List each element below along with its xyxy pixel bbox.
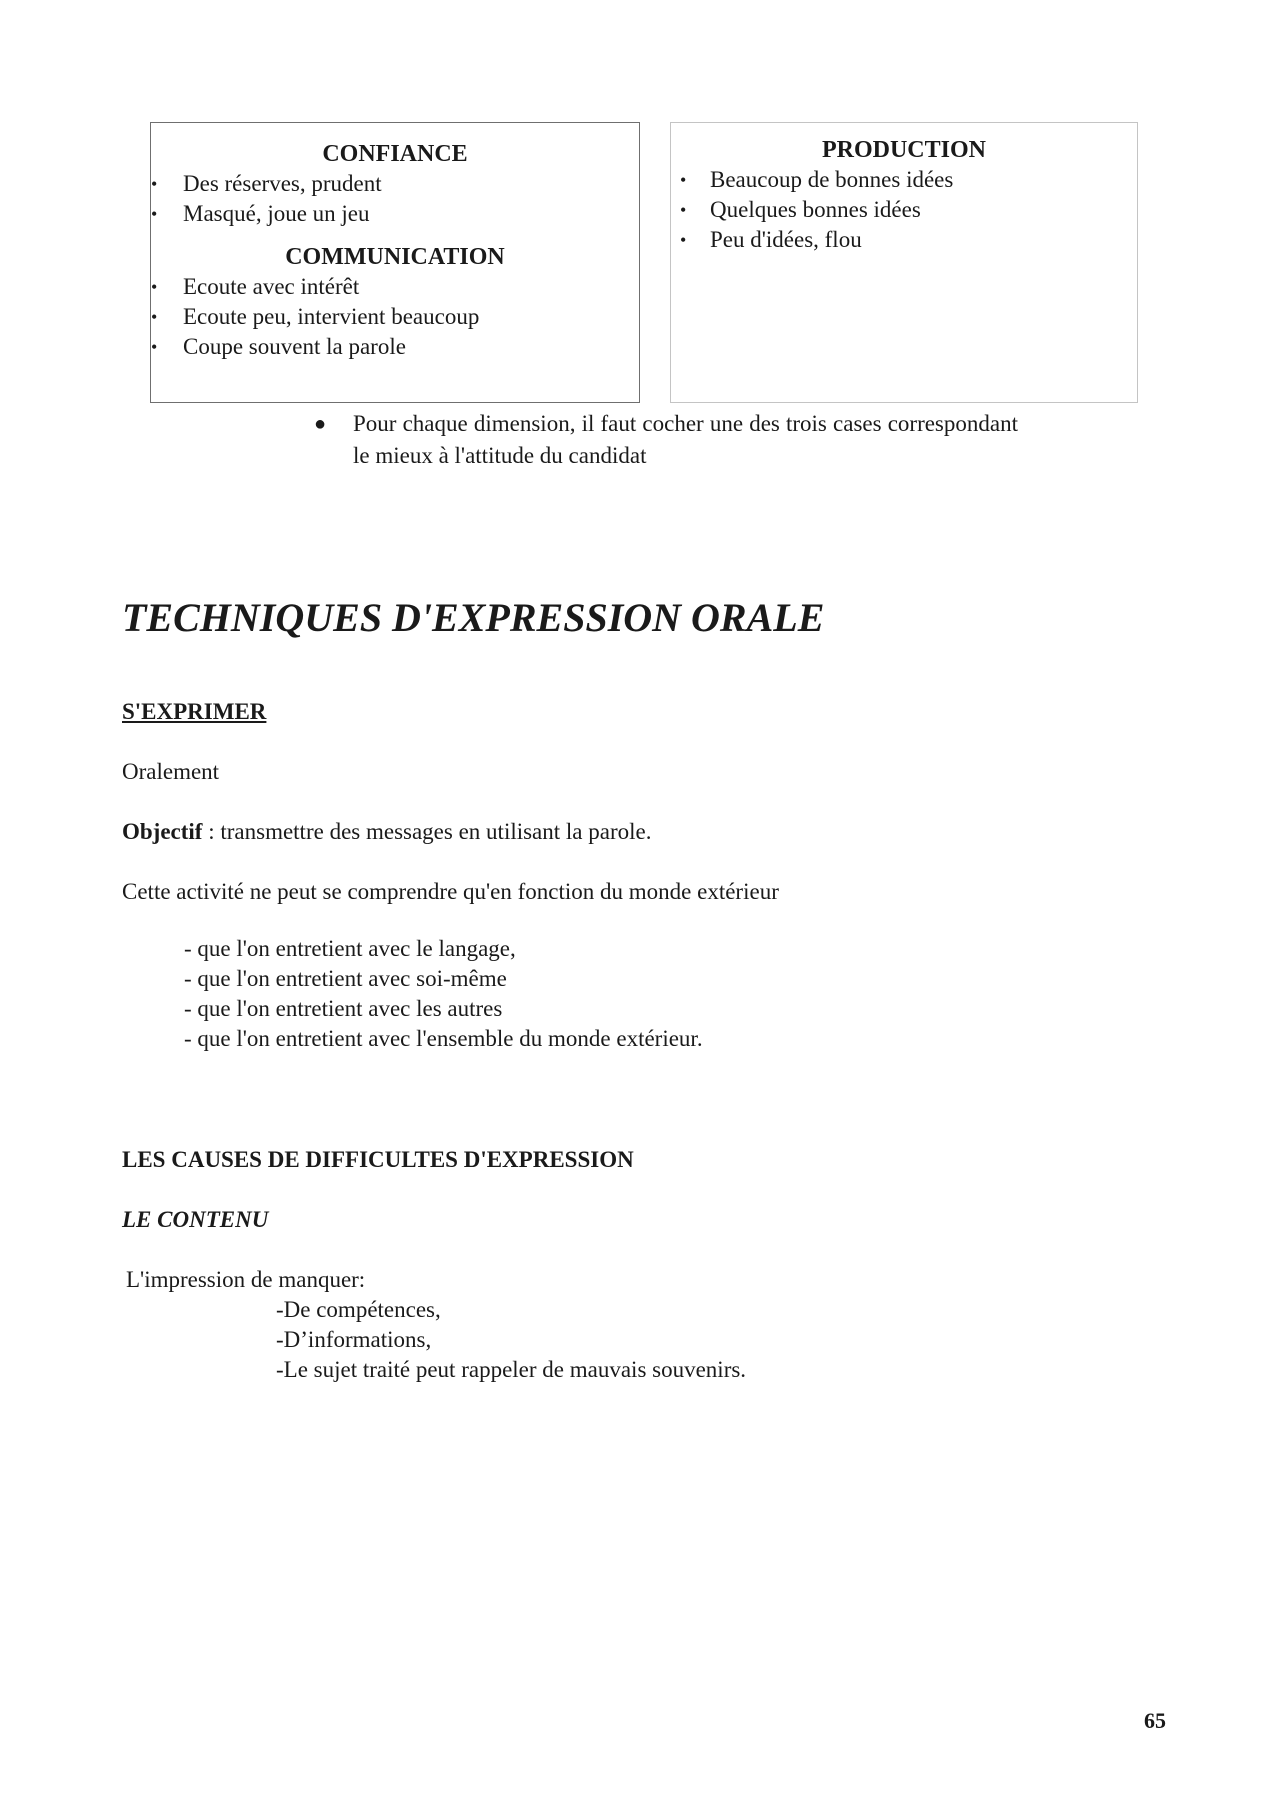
list-item: • Masqué, joue un jeu: [151, 199, 639, 229]
communication-title: COMMUNICATION: [285, 244, 505, 270]
list-item: -Le sujet traité peut rappeler de mauvais souvenirs.: [276, 1357, 747, 1382]
subheading-contenu: LE CONTENU: [122, 1207, 269, 1232]
instruction-note: [314, 408, 1018, 472]
production-title: PRODUCTION: [821, 137, 986, 163]
objectif-text: : transmettre des messages en utilisant la parole.: [202, 819, 652, 844]
list-item: • Peu d'idées, flou: [671, 225, 1137, 255]
production-list: [671, 165, 1137, 255]
list-item: • Ecoute avec intérêt: [151, 272, 639, 302]
communication-list: [151, 272, 639, 362]
list-item: • Ecoute peu, intervient beaucoup: [151, 302, 639, 332]
instruction-note-text: Pour chaque dimension, il faut cocher une des trois cases correspondant le mieux à l'attitude du candidat: [353, 411, 1018, 468]
section-heading-causes: LES CAUSES DE DIFFICULTES D'EXPRESSION: [122, 1147, 634, 1172]
list-item: • Quelques bonnes idées: [671, 195, 1137, 225]
activite-paragraph: Cette activité ne peut se comprendre qu'en fonction du monde extérieur: [122, 879, 779, 904]
table-cell-confiance-communication: [150, 122, 640, 403]
list-item: • Des réserves, prudent: [151, 169, 639, 199]
list-item: • Beaucoup de bonnes idées: [671, 165, 1137, 195]
objectif-paragraph: [122, 817, 651, 847]
list-item: -D’informations,: [276, 1327, 432, 1352]
list-item: - que l'on entretient avec soi-même: [184, 966, 507, 991]
table-cell-production: [670, 122, 1138, 403]
confiance-list: [151, 169, 639, 229]
oralement-text: Oralement: [122, 759, 220, 784]
impression-intro: L'impression de manquer:: [126, 1267, 366, 1292]
confiance-title: CONFIANCE: [322, 141, 468, 167]
manques-list: [276, 1295, 746, 1385]
list-item: - que l'on entretient avec l'ensemble du monde extérieur.: [184, 1026, 703, 1051]
relations-list: [184, 934, 703, 1054]
list-item: • Coupe souvent la parole: [151, 332, 639, 362]
bullet-icon: ●: [314, 413, 327, 435]
page-title: TECHNIQUES D'EXPRESSION ORALE: [122, 595, 825, 640]
objectif-label: Objectif: [122, 819, 203, 844]
page-number: 65: [1144, 1708, 1166, 1733]
section-heading-sexprimer: S'EXPRIMER: [122, 699, 267, 724]
list-item: - que l'on entretient avec le langage,: [184, 936, 516, 961]
list-item: -De compétences,: [276, 1297, 441, 1322]
list-item: - que l'on entretient avec les autres: [184, 996, 503, 1021]
